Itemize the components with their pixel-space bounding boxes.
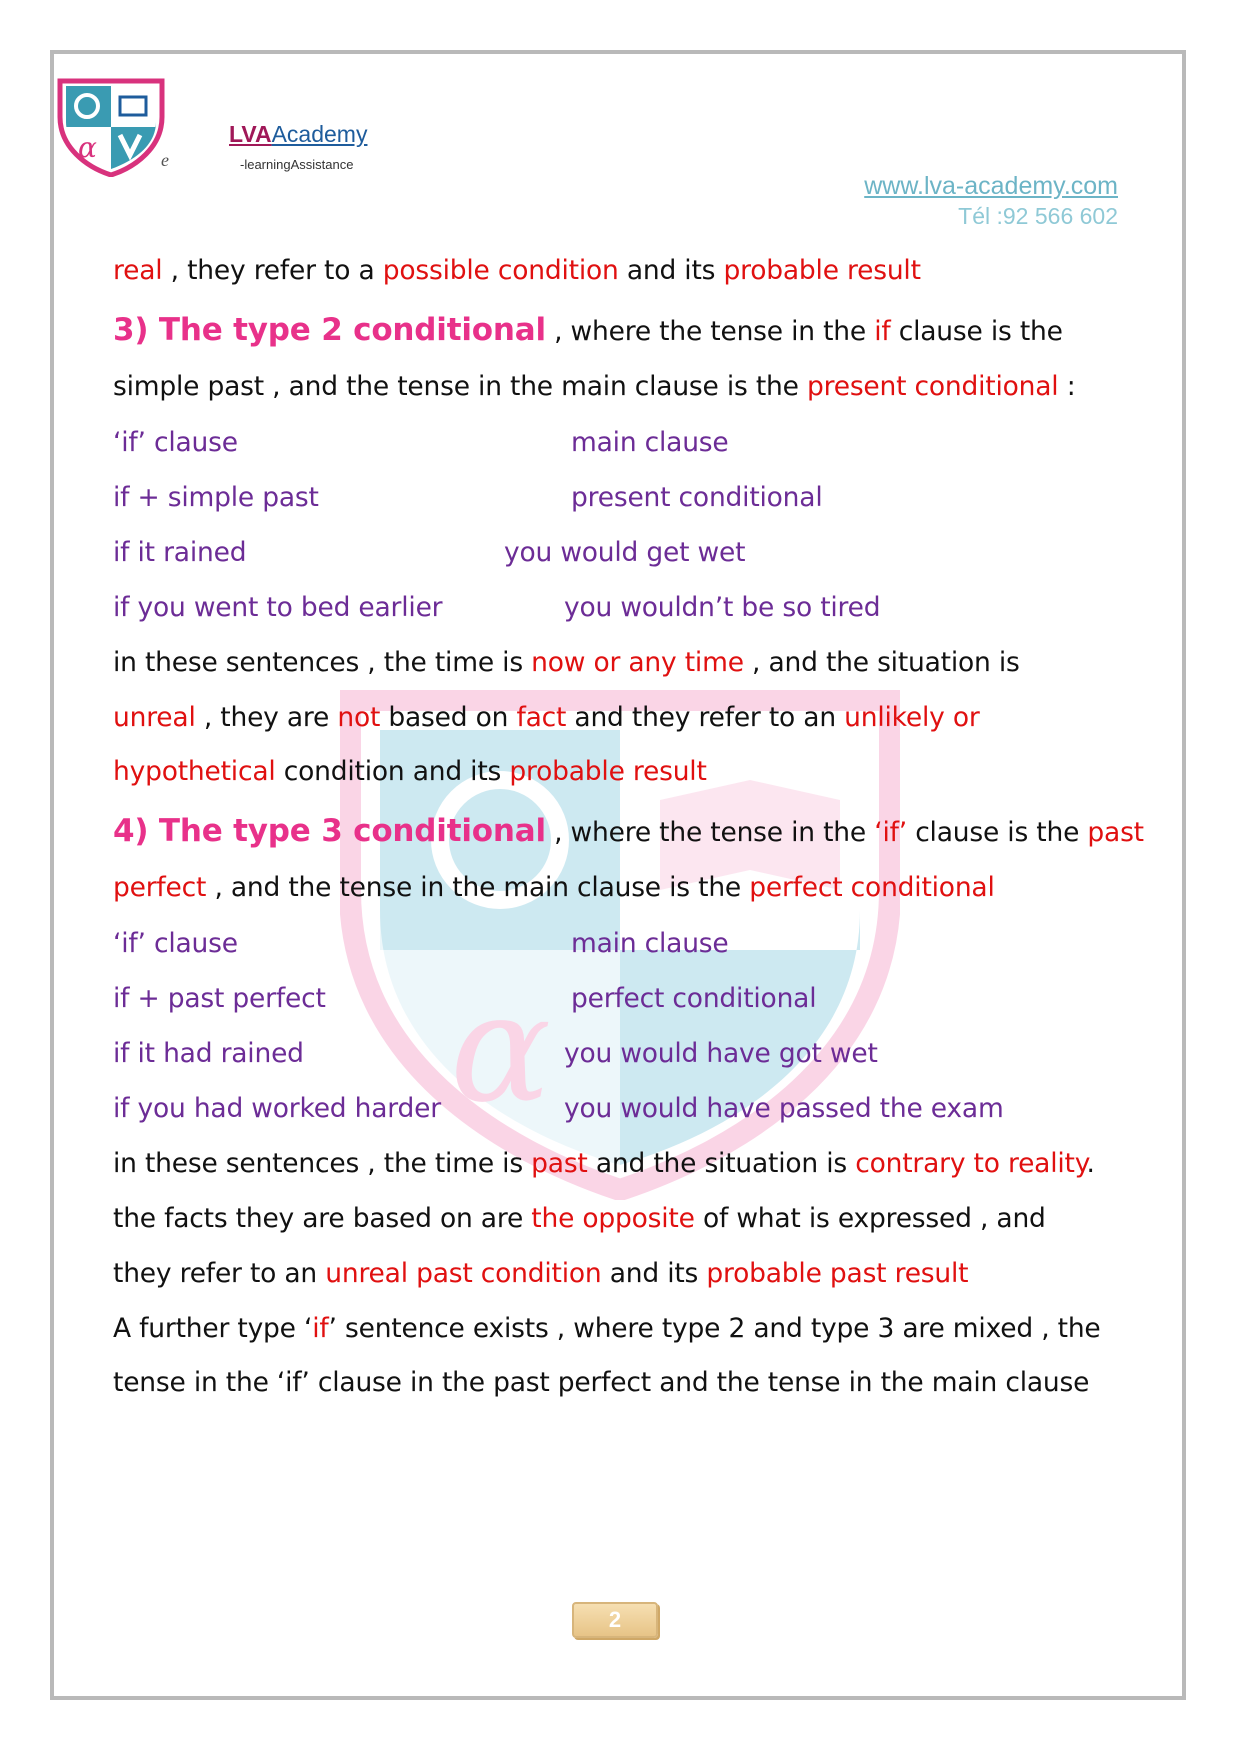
- type2-table-header: ‘if’ clause main clause: [113, 427, 729, 458]
- text-line-5: unreal , they are not based on fact and they refer to an unlikely or: [113, 702, 980, 733]
- text-line-8: perfect , and the tense in the main clause is the perfect conditional: [113, 872, 995, 903]
- type3-example-row: if it had rained you would have got wet: [113, 1038, 878, 1069]
- text-line-1: real , they refer to a possible condition and its probable result: [113, 255, 921, 286]
- text-line-3: simple past , and the tense in the main clause is the present conditional :: [113, 371, 1076, 402]
- type3-table-header: ‘if’ clause main clause: [113, 928, 729, 959]
- section-heading-type2: 3) The type 2 conditional: [113, 312, 546, 348]
- text-line-12: A further type ‘if’ sentence exists , where type 2 and type 3 are mixed , the: [113, 1313, 1101, 1344]
- brand-academy: Academy: [271, 121, 368, 147]
- website-link[interactable]: www.lva-academy.com: [864, 172, 1118, 200]
- brand-tagline: -learningAssistance: [240, 157, 354, 172]
- page-number-badge: 2: [572, 1602, 658, 1638]
- lva-logo-icon: [56, 77, 166, 177]
- svg-text:α: α: [78, 131, 97, 164]
- type2-table-structure: if + simple past present conditional: [113, 482, 823, 513]
- text-line-11: they refer to an unreal past condition and its probable past result: [113, 1258, 969, 1289]
- phone-number: Tél :92 566 602: [958, 203, 1118, 229]
- text-line-4: in these sentences , the time is now or any time , and the situation is: [113, 647, 1020, 678]
- text-line-13: tense in the ‘if’ clause in the past perfect and the tense in the main clause: [113, 1367, 1090, 1398]
- type2-example-row: if you went to bed earlier you wouldn’t be so tired: [113, 592, 881, 623]
- brand-name: [229, 121, 367, 148]
- text-line-6: hypothetical condition and its probable result: [113, 756, 707, 787]
- type3-table-structure: if + past perfect perfect conditional: [113, 983, 817, 1014]
- text-line-10: the facts they are based on are the opposite of what is expressed , and: [113, 1203, 1046, 1234]
- type2-example-row: if it rained you would get wet: [113, 537, 746, 568]
- brand-lva: LVA: [229, 121, 272, 147]
- text-line-type3-heading: 4) The type 3 conditional , where the tense in the ‘if’ clause is the past: [113, 813, 1144, 849]
- svg-text:α: α: [450, 962, 552, 1136]
- logo-e-mark: e: [161, 150, 169, 170]
- text-line-9: in these sentences , the time is past and the situation is contrary to reality.: [113, 1148, 1095, 1179]
- section-heading-type3: 4) The type 3 conditional: [113, 813, 546, 849]
- text-line-type2-heading: 3) The type 2 conditional , where the tense in the if clause is the: [113, 312, 1063, 348]
- type3-example-row: if you had worked harder you would have passed the exam: [113, 1093, 1004, 1124]
